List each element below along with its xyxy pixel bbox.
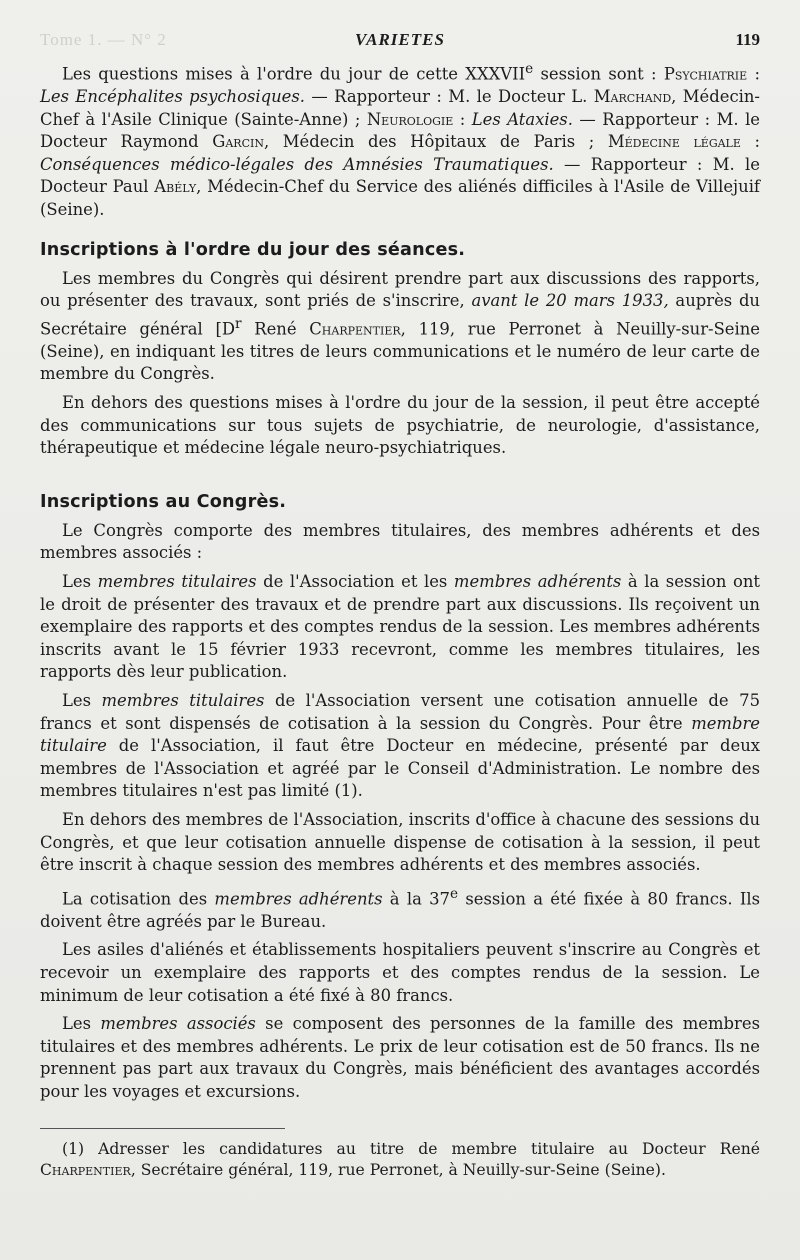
paragraph: Les asiles d'aliénés et établissements hospitaliers peuvent s'inscrire au Congrès et recevoir un exemplaire des rapports et des comptes rendus de la session. Le minimum de leur cotisation a été fixé à 80 francs. bbox=[40, 940, 760, 1005]
text: Les membres du Congrès qui désirent prendre part aux discussions des rapports, ou présenter des travaux, sont priés de s'inscrire, bbox=[40, 268, 760, 311]
author-name: Charpentier bbox=[309, 319, 401, 339]
section-heading-inscriptions-congres: Inscriptions au Congrès. bbox=[40, 491, 287, 512]
emphasis: membres adhérents bbox=[214, 889, 383, 909]
text: : bbox=[747, 64, 760, 84]
text: — Rapporteur : M. le Docteur Paul bbox=[40, 154, 760, 197]
paragraph: En dehors des questions mises à l'ordre du jour de la session, il peut être accepté des communications sur tous sujets de psychiatrie, de neurologie, d'assistance, thérapeutique et médecine légale neuro-psychiatriques. bbox=[40, 393, 760, 458]
paragraph bbox=[40, 268, 760, 386]
paragraph bbox=[40, 690, 760, 803]
author-name: Charpentier bbox=[40, 1160, 131, 1179]
text: de l'Association versent une cotisation annuelle de 75 francs et sont dispensés de cotisation à la session du Congrès. Pour être bbox=[40, 691, 760, 733]
text: : bbox=[740, 132, 760, 152]
emphasis: membres associés bbox=[100, 1014, 256, 1034]
text: auprès du Secrétaire général [D bbox=[40, 291, 760, 339]
emphasis: membres adhérents bbox=[453, 572, 622, 592]
footnote bbox=[40, 1139, 760, 1181]
author-name: Marchand bbox=[593, 87, 672, 107]
footnote-divider bbox=[40, 1128, 285, 1129]
text: (1) Adresser les candidatures au titre de membre titulaire au Docteur René bbox=[62, 1139, 760, 1158]
text: se composent des personnes de la famille des membres titulaires et des membres adhérents. Le prix de leur cotisation est de 50 francs. Ils ne prennent pas part aux travaux du Congrès, mais bénéficient des avantages accordés pour les voyages et excursions. bbox=[40, 1014, 760, 1101]
text: de l'Association et les bbox=[256, 572, 454, 592]
paragraph bbox=[40, 883, 760, 934]
text: René bbox=[241, 319, 310, 339]
text: session sont : bbox=[533, 64, 664, 84]
topic-title: Les Ataxies. bbox=[471, 109, 573, 129]
section-heading-ordre-du-jour: Inscriptions à l'ordre du jour des séances. bbox=[40, 239, 466, 260]
text: à la 37 bbox=[382, 889, 450, 909]
emphasis: membre titulaire bbox=[40, 713, 760, 756]
author-name: Abély bbox=[154, 177, 197, 197]
topic-label-psychiatrie: Psychiatrie bbox=[663, 64, 748, 84]
text: — Rapporteur : M. le Docteur Raymond bbox=[40, 109, 761, 152]
running-head bbox=[40, 28, 760, 58]
paragraph bbox=[40, 571, 760, 684]
text: Les questions mises à l'ordre du jour de cette XXXVII bbox=[62, 64, 526, 84]
text: Les bbox=[62, 691, 102, 710]
text: , Médecin des Hôpitaux de Paris ; bbox=[263, 132, 608, 152]
show-through-text: Tome 1. — N° 2 bbox=[40, 30, 167, 49]
paragraph: En dehors des membres de l'Association, inscrits d'office à chacune des sessions du Congrès, et que leur cotisation annuelle dispense de cotisation à la session, il peut être inscrit à chaque session des membres adhérents et des membres associés. bbox=[40, 809, 760, 875]
paragraph: Le Congrès comporte des membres titulaires, des membres adhérents et des membres associés : bbox=[40, 520, 760, 563]
superscript: e bbox=[525, 61, 534, 77]
text: , 119, rue Perronet à Neuilly-sur-Seine (Seine), en indiquant les titres de leurs communications et le numéro de leur carte de membre du Congrès. bbox=[40, 319, 760, 384]
text: Les bbox=[62, 1014, 101, 1034]
deadline-date: avant le 20 mars 1933, bbox=[471, 291, 669, 311]
spacer bbox=[40, 466, 760, 474]
text: : bbox=[453, 109, 472, 129]
text: , Secrétaire général, 119, rue Perronet, à Neuilly-sur-Seine (Seine). bbox=[130, 1160, 666, 1179]
superscript: e bbox=[449, 885, 459, 902]
text: Les bbox=[62, 572, 98, 592]
text: La cotisation des bbox=[62, 889, 215, 909]
text: session a été fixée à 80 francs. Ils doivent être agréés par le Bureau. bbox=[40, 889, 760, 931]
author-name: Garcin bbox=[212, 132, 264, 152]
text: , Médecin-Chef du Service des aliénés difficiles à l'Asile de Villejuif (Seine). bbox=[40, 177, 760, 220]
emphasis: membres titulaires bbox=[101, 691, 265, 710]
topic-label-neurologie: Neurologie bbox=[366, 109, 454, 129]
topic-title: Conséquences médico-légales des Amnésies Traumatiques. bbox=[40, 154, 554, 174]
intro-paragraph bbox=[40, 58, 760, 222]
topic-title: Les Encéphalites psychosiques. bbox=[40, 87, 305, 107]
text: , Médecin-Chef à l'Asile Clinique (Sainte-Anne) ; bbox=[40, 87, 760, 129]
emphasis: membres titulaires bbox=[97, 572, 257, 592]
paragraph bbox=[40, 1013, 760, 1103]
running-title: VARIETES bbox=[355, 30, 445, 49]
footnote-text bbox=[40, 1139, 760, 1181]
text: à la session ont le droit de présenter des travaux et de prendre part aux discussions. Ils reçoivent un exemplaire des rapports et des comptes rendus de la session. Les membres adhérents inscrits avant le 15 février 1933 recevront, comme les membres titulaires, les rapports dès leur publication. bbox=[40, 572, 760, 682]
text: — Rapporteur : M. le Docteur L. bbox=[304, 87, 594, 107]
text: de l'Association, il faut être Docteur en médecine, présenté par deux membres de l'Association et agréé par le Conseil d'Administration. Le nombre des membres titulaires n'est pas limité (1). bbox=[40, 736, 760, 801]
superscript: r bbox=[235, 315, 242, 332]
page-number: 119 bbox=[735, 30, 760, 49]
topic-label-medecine-legale: Médecine légale bbox=[607, 132, 741, 152]
